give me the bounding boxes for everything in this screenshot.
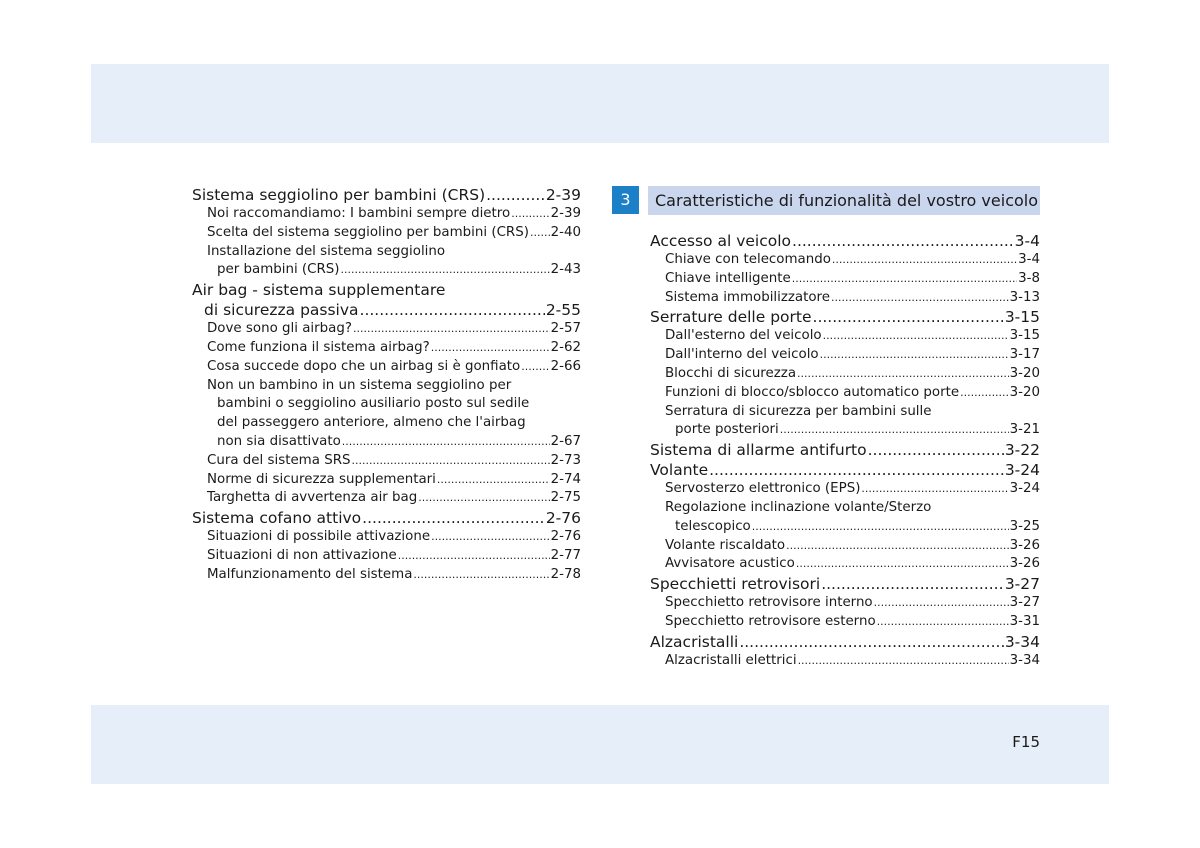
dot-leader (431, 339, 550, 358)
toc-entry-sub[interactable] (650, 327, 1040, 346)
toc-entry-sub[interactable] (650, 289, 1040, 308)
dot-leader (832, 251, 1017, 270)
toc-entry-page: 3-17 (1009, 347, 1040, 363)
dot-leader (511, 205, 549, 224)
toc-entry-title: Blocchi di sicurezza (665, 365, 797, 381)
toc-entry-page: 3-4 (1014, 232, 1040, 250)
toc-entry-title: Sistema immobilizzatore (665, 289, 831, 305)
toc-entry-page: 2-67 (550, 433, 581, 449)
toc-entry-title: Chiave intelligente (665, 270, 791, 286)
toc-entry-page: 2-74 (550, 471, 581, 487)
toc-entry-title: Dall'interno del veicolo (665, 347, 819, 363)
toc-entry-main[interactable] (650, 440, 1040, 460)
toc-entry-sub[interactable] (192, 205, 581, 224)
dot-leader (418, 489, 549, 508)
toc-entry-sub[interactable] (192, 414, 581, 433)
chapter-number-badge: 3 (612, 186, 639, 214)
toc-entry-title: Accesso al veicolo (650, 232, 792, 250)
toc-entry-title: Non un bambino in un sistema seggiolino per (207, 377, 512, 393)
dot-leader (821, 574, 1004, 594)
toc-entry-sub[interactable] (192, 452, 581, 471)
dot-leader (353, 320, 550, 339)
toc-entry-title: Volante (650, 461, 709, 480)
dot-leader (431, 528, 550, 547)
toc-entry-page: 2-66 (550, 358, 581, 374)
toc-entry-page: 3-27 (1004, 575, 1040, 594)
toc-entry-page: 3-26 (1009, 556, 1040, 572)
toc-entry-page: 2-78 (550, 566, 581, 582)
toc-entry-title: Sistema seggiolino per bambini (CRS) (192, 186, 486, 204)
toc-entry-main[interactable] (192, 280, 581, 300)
toc-entry-page: 3-15 (1009, 328, 1040, 344)
toc-entry-title: Alzacristalli (650, 632, 739, 651)
toc-entry-title: Sistema cofano attivo (192, 509, 362, 528)
dot-leader (877, 613, 1009, 632)
toc-entry-page: 3-4 (1018, 252, 1040, 267)
toc-entry-sub[interactable] (650, 251, 1040, 270)
dot-leader (792, 231, 1014, 251)
toc-entry-page: 3-27 (1009, 595, 1040, 611)
dot-leader (486, 185, 545, 205)
toc-entry-page: 3-25 (1009, 518, 1040, 534)
toc-right-column (650, 231, 1040, 671)
page-number: F15 (1012, 733, 1040, 751)
toc-entry-title: Specchietto retrovisore interno (665, 595, 873, 611)
toc-entry-title: del passeggero anteriore, almeno che l'airbag (217, 415, 526, 431)
toc-entry-page: 3-20 (1009, 384, 1040, 400)
toc-entry-page: 3-26 (1009, 537, 1040, 553)
dot-leader (530, 224, 550, 243)
dot-leader (521, 358, 549, 377)
toc-entry-sub[interactable] (650, 421, 1040, 440)
toc-entry-main[interactable] (650, 307, 1040, 327)
dot-leader (413, 566, 549, 585)
toc-entry-sub[interactable] (192, 224, 581, 243)
toc-entry-sub[interactable] (650, 384, 1040, 403)
toc-entry-sub[interactable] (192, 547, 581, 566)
toc-entry-page: 3-22 (1004, 441, 1040, 460)
dot-leader (797, 365, 1009, 384)
dot-leader (796, 555, 1009, 574)
toc-entry-page: 3-13 (1009, 289, 1040, 305)
toc-entry-page: 3-24 (1004, 461, 1040, 480)
toc-entry-page: 2-57 (550, 321, 581, 337)
dot-leader (342, 433, 550, 452)
footer-band (91, 705, 1109, 784)
toc-entry-title: Malfunzionamento del sistema (207, 566, 413, 582)
toc-entry-title: Dall'esterno del veicolo (665, 328, 822, 344)
toc-entry-page: 2-75 (550, 490, 581, 506)
toc-entry-main[interactable] (192, 508, 581, 528)
toc-entry-page: 2-39 (550, 206, 581, 221)
toc-entry-page: 2-40 (550, 224, 581, 240)
toc-entry-page: 2-76 (545, 509, 581, 528)
dot-leader (398, 547, 550, 566)
toc-entry-title: Alzacristalli elettrici (665, 652, 797, 668)
toc-entry-sub[interactable] (650, 555, 1040, 574)
toc-entry-main[interactable] (192, 185, 581, 205)
toc-entry-title: Installazione del sistema seggiolino (207, 243, 446, 259)
dot-leader (798, 652, 1009, 671)
toc-entry-title: per bambini (CRS) (217, 262, 340, 278)
dot-leader (823, 327, 1009, 346)
toc-entry-title: Avvisatore acustico (665, 556, 795, 572)
toc-entry-title: Volante riscaldato (665, 537, 786, 553)
toc-entry-title: Serrature delle porte (650, 308, 812, 327)
toc-entry-sub[interactable] (650, 346, 1040, 365)
toc-entry-title: Scelta del sistema seggiolino per bambini (CRS) (207, 224, 529, 240)
toc-entry-main[interactable] (650, 231, 1040, 251)
toc-entry-title: telescopico (675, 518, 751, 534)
header-band (91, 64, 1109, 143)
toc-entry-sub[interactable] (192, 433, 581, 452)
toc-entry-page: 2-43 (550, 262, 581, 278)
toc-entry-sub[interactable] (192, 358, 581, 377)
chapter-title: Caratteristiche di funzionalità del vostro veicolo (648, 186, 1040, 215)
toc-entry-page: 2-76 (550, 529, 581, 545)
toc-entry-title: Dove sono gli airbag? (207, 321, 352, 337)
toc-entry-main[interactable] (650, 574, 1040, 594)
dot-leader (752, 518, 1009, 537)
toc-entry-page: 2-62 (550, 339, 581, 355)
toc-entry-sub[interactable] (192, 566, 581, 585)
toc-entry-title: Come funziona il sistema airbag? (207, 339, 430, 355)
toc-entry-page: 2-55 (545, 301, 581, 320)
toc-entry-page: 3-20 (1009, 365, 1040, 381)
dot-leader (861, 480, 1008, 499)
toc-entry-page: 3-21 (1009, 422, 1040, 438)
dot-leader (739, 632, 1003, 652)
toc-entry-sub[interactable] (192, 243, 581, 262)
dot-leader (868, 440, 1004, 460)
dot-leader (786, 537, 1008, 556)
toc-entry-title: Cosa succede dopo che un airbag si è gonfiato (207, 358, 521, 374)
toc-entry-page: 3-34 (1004, 632, 1040, 651)
toc-entry-main[interactable] (650, 460, 1040, 480)
dot-leader (820, 346, 1009, 365)
toc-entry-sub[interactable] (650, 652, 1040, 671)
toc-entry-title: Sistema di allarme antifurto (650, 441, 867, 460)
toc-entry-sub[interactable] (650, 499, 1040, 518)
dot-leader (362, 508, 545, 528)
toc-left-column (192, 185, 581, 585)
toc-entry-sub[interactable] (650, 594, 1040, 613)
toc-entry-sub[interactable] (650, 480, 1040, 499)
toc-entry-page: 3-24 (1009, 481, 1040, 497)
dot-leader (874, 594, 1009, 613)
toc-entry-title: Norme di sicurezza supplementari (207, 471, 436, 487)
toc-entry-title: Funzioni di blocco/sblocco automatico porte (665, 384, 960, 400)
toc-entry-sub[interactable] (650, 365, 1040, 384)
toc-entry-title: Regolazione inclinazione volante/Sterzo (665, 499, 932, 515)
toc-entry-sub[interactable] (192, 320, 581, 339)
toc-entry-page: 3-34 (1009, 652, 1040, 668)
toc-entry-sub[interactable] (192, 261, 581, 280)
dot-leader (813, 307, 1004, 327)
toc-entry-sub[interactable] (192, 528, 581, 547)
toc-entry-title: Noi raccomandiamo: I bambini sempre dietro (207, 206, 511, 221)
toc-entry-title: Situazioni di possibile attivazione (207, 529, 431, 545)
toc-entry-page: 3-8 (1018, 270, 1040, 286)
toc-entry-title: non sia disattivato (217, 433, 341, 449)
toc-entry-sub[interactable] (192, 395, 581, 414)
toc-entry-page: 3-31 (1009, 613, 1040, 629)
toc-entry-title: Serratura di sicurezza per bambini sulle (665, 403, 932, 419)
toc-entry-sub[interactable] (192, 471, 581, 490)
toc-entry-sub[interactable] (192, 339, 581, 358)
toc-entry-title: Servosterzo elettronico (EPS) (665, 481, 861, 497)
dot-leader (709, 460, 1004, 480)
dot-leader (792, 270, 1017, 289)
toc-entry-page: 2-73 (550, 452, 581, 468)
toc-entry-sub[interactable] (650, 518, 1040, 537)
toc-entry-page: 3-15 (1004, 308, 1040, 327)
toc-entry-page: 2-77 (550, 547, 581, 563)
dot-leader (831, 289, 1009, 308)
toc-entry-sub[interactable] (650, 613, 1040, 632)
toc-entry-title: Chiave con telecomando (665, 252, 831, 267)
dot-leader (780, 421, 1009, 440)
toc-entry-title: Specchietto retrovisore esterno (665, 613, 876, 629)
toc-entry-main[interactable] (192, 300, 581, 320)
toc-entry-title: porte posteriori (675, 422, 779, 438)
dot-leader (360, 300, 545, 320)
toc-entry-page: 2-39 (545, 186, 581, 204)
toc-entry-sub[interactable] (650, 403, 1040, 422)
toc-entry-title: Specchietti retrovisori (650, 575, 821, 594)
toc-entry-title: di sicurezza passiva (204, 301, 359, 320)
dot-leader (437, 471, 550, 490)
toc-entry-main[interactable] (650, 632, 1040, 652)
toc-entry-sub[interactable] (650, 270, 1040, 289)
dot-leader (352, 452, 550, 471)
toc-entry-title: Air bag - sistema supplementare (192, 281, 446, 300)
toc-entry-title: Situazioni di non attivazione (207, 547, 397, 563)
toc-entry-sub[interactable] (192, 377, 581, 396)
toc-entry-sub[interactable] (192, 489, 581, 508)
toc-entry-title: bambini o seggiolino ausiliario posto sul sedile (217, 396, 530, 412)
dot-leader (341, 261, 550, 280)
toc-entry-title: Cura del sistema SRS (207, 452, 351, 468)
dot-leader (960, 384, 1009, 403)
toc-entry-title: Targhetta di avvertenza air bag (207, 490, 418, 506)
toc-entry-sub[interactable] (650, 537, 1040, 556)
